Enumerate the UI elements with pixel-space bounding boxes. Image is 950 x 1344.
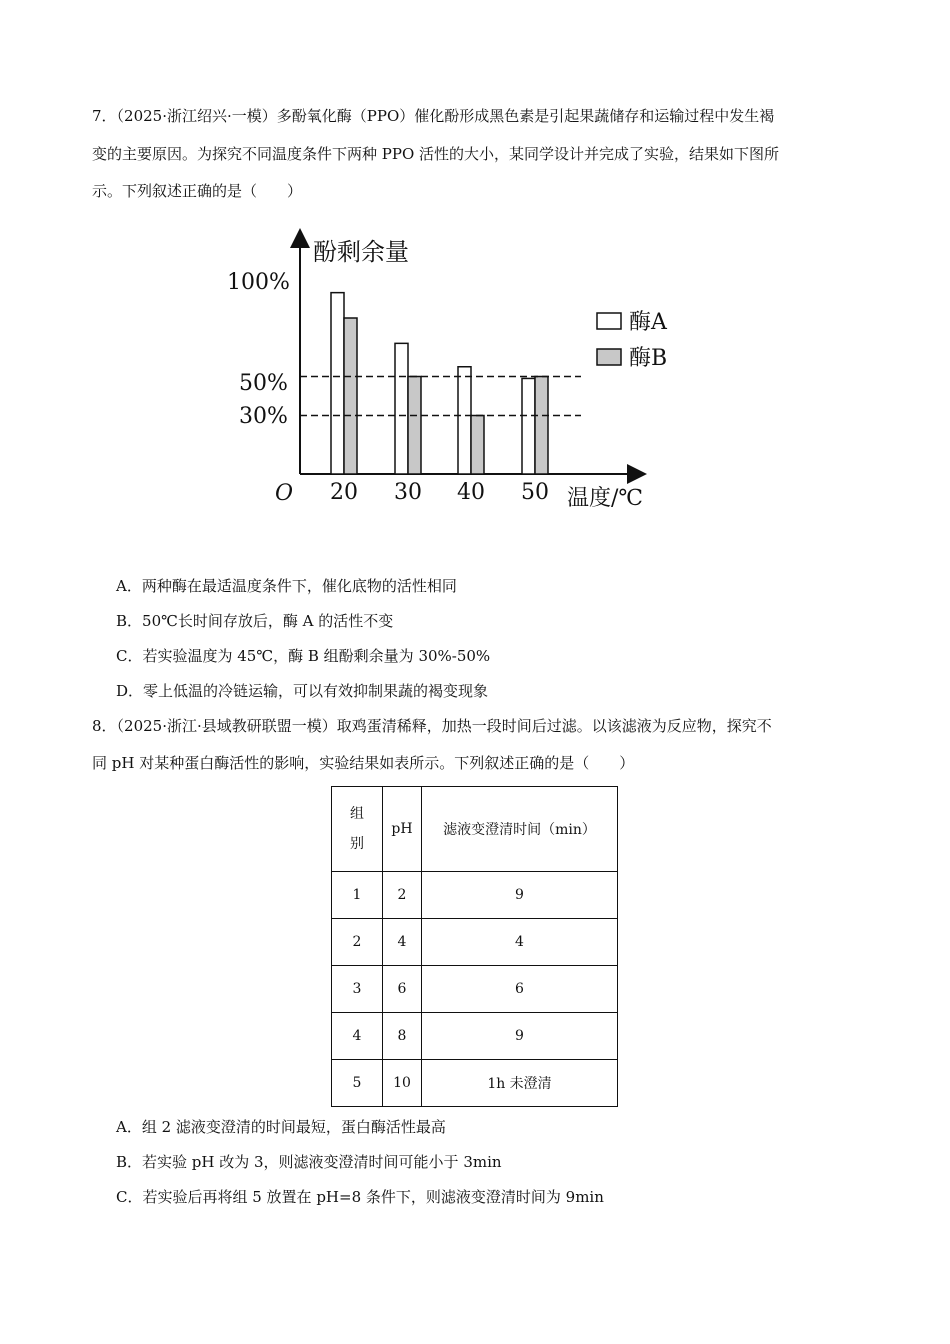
bar-enzyme-a-40 (458, 367, 471, 474)
legend-swatch-enzyme-b (597, 349, 621, 365)
cell-time: 1h 未澄清 (422, 1060, 618, 1107)
q8-option-b: B．若实验 pH 改为 3，则滤液变澄清时间可能小于 3min (116, 1153, 502, 1171)
cell-ph: 10 (383, 1060, 422, 1107)
table-row (332, 966, 618, 1013)
q7-option-b: B．50℃长时间存放后，酶 A 的活性不变 (116, 612, 394, 630)
cell-ph: 4 (383, 919, 422, 966)
cell-ph: 8 (383, 1013, 422, 1060)
header-group-char-1: 组 (350, 806, 364, 822)
table-row (332, 1060, 618, 1107)
y-tick-30: 30% (239, 404, 288, 429)
bar-enzyme-a-20 (331, 293, 344, 474)
legend-label-enzyme-b: 酶B (629, 346, 668, 371)
bars-group (331, 293, 548, 474)
q8-option-c: C．若实验后再将组 5 放置在 pH=8 条件下，则滤液变澄清时间为 9min (116, 1188, 604, 1206)
q7-option-d: D．零上低温的冷链运输，可以有效抑制果蔬的褐变现象 (116, 682, 489, 700)
q7-stem-line-3: 示。下列叙述正确的是（ ） (92, 182, 303, 200)
x-axis-label: 温度/℃ (567, 486, 644, 511)
cell-group: 3 (332, 966, 383, 1013)
cell-group: 4 (332, 1013, 383, 1060)
cell-time: 6 (422, 966, 618, 1013)
q8-results-table (331, 786, 618, 1107)
header-group-char-2: 别 (350, 836, 364, 852)
q7-bar-chart (225, 222, 685, 522)
cell-ph: 2 (383, 872, 422, 919)
x-ticks-group (330, 480, 549, 505)
legend-swatch-enzyme-a (597, 313, 621, 329)
cell-group: 5 (332, 1060, 383, 1107)
y-tick-100: 100% (227, 270, 290, 295)
bar-enzyme-a-30 (395, 343, 408, 474)
cell-time: 4 (422, 919, 618, 966)
x-tick-label-30: 30 (394, 480, 422, 505)
x-tick-label-40: 40 (457, 480, 485, 505)
q7-option-c: C．若实验温度为 45℃，酶 B 组酚剩余量为 30%-50% (116, 647, 491, 665)
header-cell-time: 滤液变澄清时间（min） (422, 787, 618, 872)
table-row (332, 872, 618, 919)
cell-group: 1 (332, 872, 383, 919)
header-cell-group (332, 787, 383, 872)
bar-enzyme-b-20 (344, 318, 357, 474)
table-header-row (332, 787, 618, 872)
cell-time: 9 (422, 1013, 618, 1060)
table-row (332, 919, 618, 966)
table-row (332, 1013, 618, 1060)
q8-option-a: A．组 2 滤液变澄清的时间最短，蛋白酶活性最高 (116, 1118, 446, 1136)
x-tick-label-50: 50 (521, 480, 549, 505)
origin-label: O (275, 481, 294, 506)
q7-stem-line-2: 变的主要原因。为探究不同温度条件下两种 PPO 活性的大小，某同学设计并完成了实验，结果如下图所 (92, 145, 780, 163)
y-axis-label: 酚剩余量 (313, 238, 409, 266)
legend-label-enzyme-a: 酶A (629, 310, 667, 335)
x-tick-label-20: 20 (330, 480, 358, 505)
header-cell-ph: pH (383, 787, 422, 872)
bar-enzyme-a-50 (522, 378, 535, 474)
bar-enzyme-b-30 (408, 377, 421, 475)
bar-enzyme-b-50 (535, 377, 548, 475)
q7-option-a: A．两种酶在最适温度条件下，催化底物的活性相同 (116, 577, 457, 595)
cell-ph: 6 (383, 966, 422, 1013)
q7-stem-line-1: 7．（2025·浙江绍兴·一模）多酚氧化酶（PPO）催化酚形成黑色素是引起果蔬储存和运输过程中发生褐 (92, 107, 775, 125)
q8-stem-line-2: 同 pH 对某种蛋白酶活性的影响，实验结果如表所示。下列叙述正确的是（ ） (92, 754, 635, 772)
cell-group: 2 (332, 919, 383, 966)
y-tick-50: 50% (239, 371, 288, 396)
q8-stem-line-1: 8．（2025·浙江·县域教研联盟一模）取鸡蛋清稀释，加热一段时间后过滤。以该滤液为反应物，探究不 (92, 717, 772, 735)
cell-time: 9 (422, 872, 618, 919)
bar-enzyme-b-40 (471, 416, 484, 475)
